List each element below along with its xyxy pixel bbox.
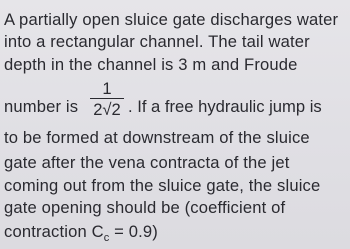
question-line-3: depth in the channel is 3 m and Froude xyxy=(4,55,298,74)
question-line-5: to be formed at downstream of the sluice xyxy=(4,128,310,147)
question-line-6: gate after the vena contracta of the jet xyxy=(4,153,290,172)
question-line-4-end: . If a free hydraulic jump is xyxy=(128,97,322,116)
froude-number-fraction xyxy=(88,80,126,120)
question-line-4-start: number is xyxy=(4,97,79,116)
question-line-9 xyxy=(4,222,158,242)
question-line-8: gate opening should be (coefficient of xyxy=(4,198,286,217)
contraction-label: contraction C xyxy=(4,222,104,241)
contraction-subscript: c xyxy=(103,232,110,244)
question-line-7: coming out from the sluice gate, the sluice xyxy=(4,176,321,195)
question-line-2: into a rectangular channel. The tail water xyxy=(4,32,310,51)
question-line-1: A partially open sluice gate discharges water xyxy=(4,10,339,29)
fraction-denominator: 2√2 xyxy=(93,100,121,119)
fraction-numerator: 1 xyxy=(102,79,112,98)
contraction-value: = 0.9) xyxy=(109,222,158,241)
